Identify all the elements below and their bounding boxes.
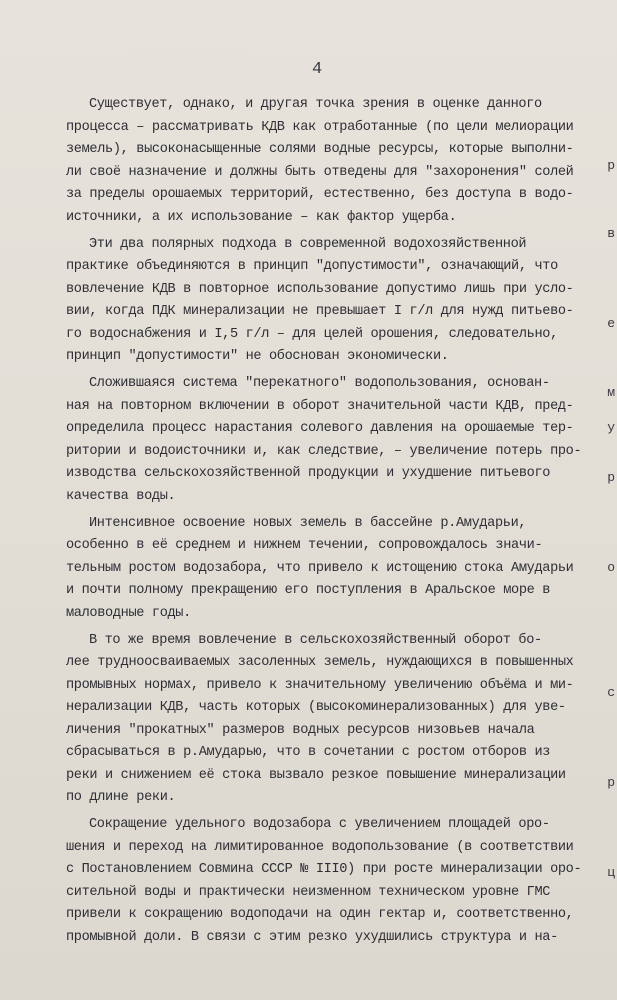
text-line: Сложившаяся система "перекатного" водопользования, основан-	[89, 376, 550, 391]
edge-letter: ц	[607, 865, 615, 880]
paragraph-3	[66, 373, 614, 508]
text-line: ли своё назначение и должны быть отведены для "захоронения" солей	[66, 164, 574, 180]
text-line: Существует, однако, и другая точка зрения в оценке данного	[89, 97, 542, 112]
text-line: Эти два полярных подхода в современной водохозяйственной	[89, 236, 527, 252]
text-line: вовлечение КДВ в повторное использование допустимо лишь при усло-	[66, 281, 574, 297]
text-line: промывных нормах, привело к значительному увеличению объёма и ми-	[66, 677, 574, 693]
text-line: источники, а их использование – как фактор ущерба.	[66, 209, 457, 225]
text-line: особенно в её среднем и нижнем течении, сопровождалось значи-	[66, 538, 543, 553]
text-line: личения "прокатных" размеров водных ресурсов низовьев начала	[66, 722, 535, 738]
text-line: В то же время вовлечение в сельскохозяйственный оборот бо-	[89, 632, 542, 648]
text-line: земель), высоконасыщенные солями водные ресурсы, которые выполни-	[66, 142, 574, 157]
paragraph-4	[66, 513, 614, 626]
text-line: процесса – рассматривать КДВ как отработанные (по цели мелиорации	[66, 119, 574, 135]
text-line: реки и снижением её стока вызвало резкое повышение минерализации	[66, 767, 566, 783]
text-line: принцип "допустимости" не обоснован экономически.	[66, 349, 449, 364]
edge-letter: в	[607, 226, 615, 241]
text-line: го водоснабжения и I,5 г/л – для целей орошения, следовательно,	[66, 326, 558, 342]
paragraph-2	[66, 234, 614, 369]
text-line: маловодные годы.	[66, 605, 191, 621]
text-line: сительной воды и практически неизменном техническом уровне ГМС	[66, 884, 551, 900]
paragraph-6	[66, 814, 614, 949]
edge-letter: у	[607, 420, 615, 435]
text-line: тельным ростом водозабора, что привело к истощению стока Амударьи	[66, 560, 574, 576]
paragraph-1	[66, 94, 614, 229]
text-line: практике объединяются в принцип "допустимости", означающий, что	[66, 259, 558, 274]
edge-letter: о	[607, 560, 615, 575]
text-line: ритории и водоисточники и, как следствие, – увеличение потерь про-	[66, 443, 582, 459]
paragraph-5	[66, 630, 614, 810]
text-line: промывной доли. В связи с этим резко ухудшились структура и на-	[66, 929, 558, 945]
text-line: вии, когда ПДК минерализации не превышает I г/л для нужд питьево-	[66, 304, 574, 319]
text-line: Интенсивное освоение новых земель в бассейне р.Амударьи,	[89, 515, 527, 531]
text-line: качества воды.	[66, 488, 176, 504]
body-text	[66, 94, 614, 949]
adjacent-page-edge	[607, 130, 617, 950]
edge-letter: р	[607, 158, 615, 173]
text-line: сбрасываться в р.Амударью, что в сочетании с ростом отборов из	[66, 745, 551, 760]
text-line: определила процесс нарастания солевого давления на орошаемые тер-	[66, 421, 574, 436]
text-line: с Постановлением Совмина СССР № III0) при росте минерализации оро-	[66, 862, 582, 877]
text-line: ная на повторном включении в оборот значительной части КДВ, пред-	[66, 398, 574, 414]
text-line: и почти полному прекращению его поступления в Аральское море в	[66, 583, 551, 598]
edge-letter: р	[607, 775, 615, 790]
text-line: привели к сокращению водоподачи на один гектар и, соответственно,	[66, 907, 574, 922]
text-line: лее трудноосваиваемых засоленных земель, нуждающихся в повышенных	[66, 655, 574, 670]
edge-letter: м	[607, 385, 615, 400]
text-line: изводства сельскохозяйственной продукции и ухудшение питьевого	[66, 466, 551, 481]
text-line: шения и переход на лимитированное водопользование (в соответствии	[66, 839, 574, 855]
edge-letter: р	[607, 470, 615, 485]
page-number: 4	[312, 60, 323, 79]
text-line: за пределы орошаемых территорий, естественно, без доступа в водо-	[66, 187, 574, 202]
text-line: по длине реки.	[66, 790, 176, 805]
edge-letter: с	[607, 685, 615, 700]
text-line: нерализации КДВ, часть которых (высокоминерализованных) для уве-	[66, 700, 566, 715]
edge-letter: е	[607, 316, 615, 331]
text-line: Сокращение удельного водозабора с увеличением площадей оро-	[89, 817, 550, 832]
